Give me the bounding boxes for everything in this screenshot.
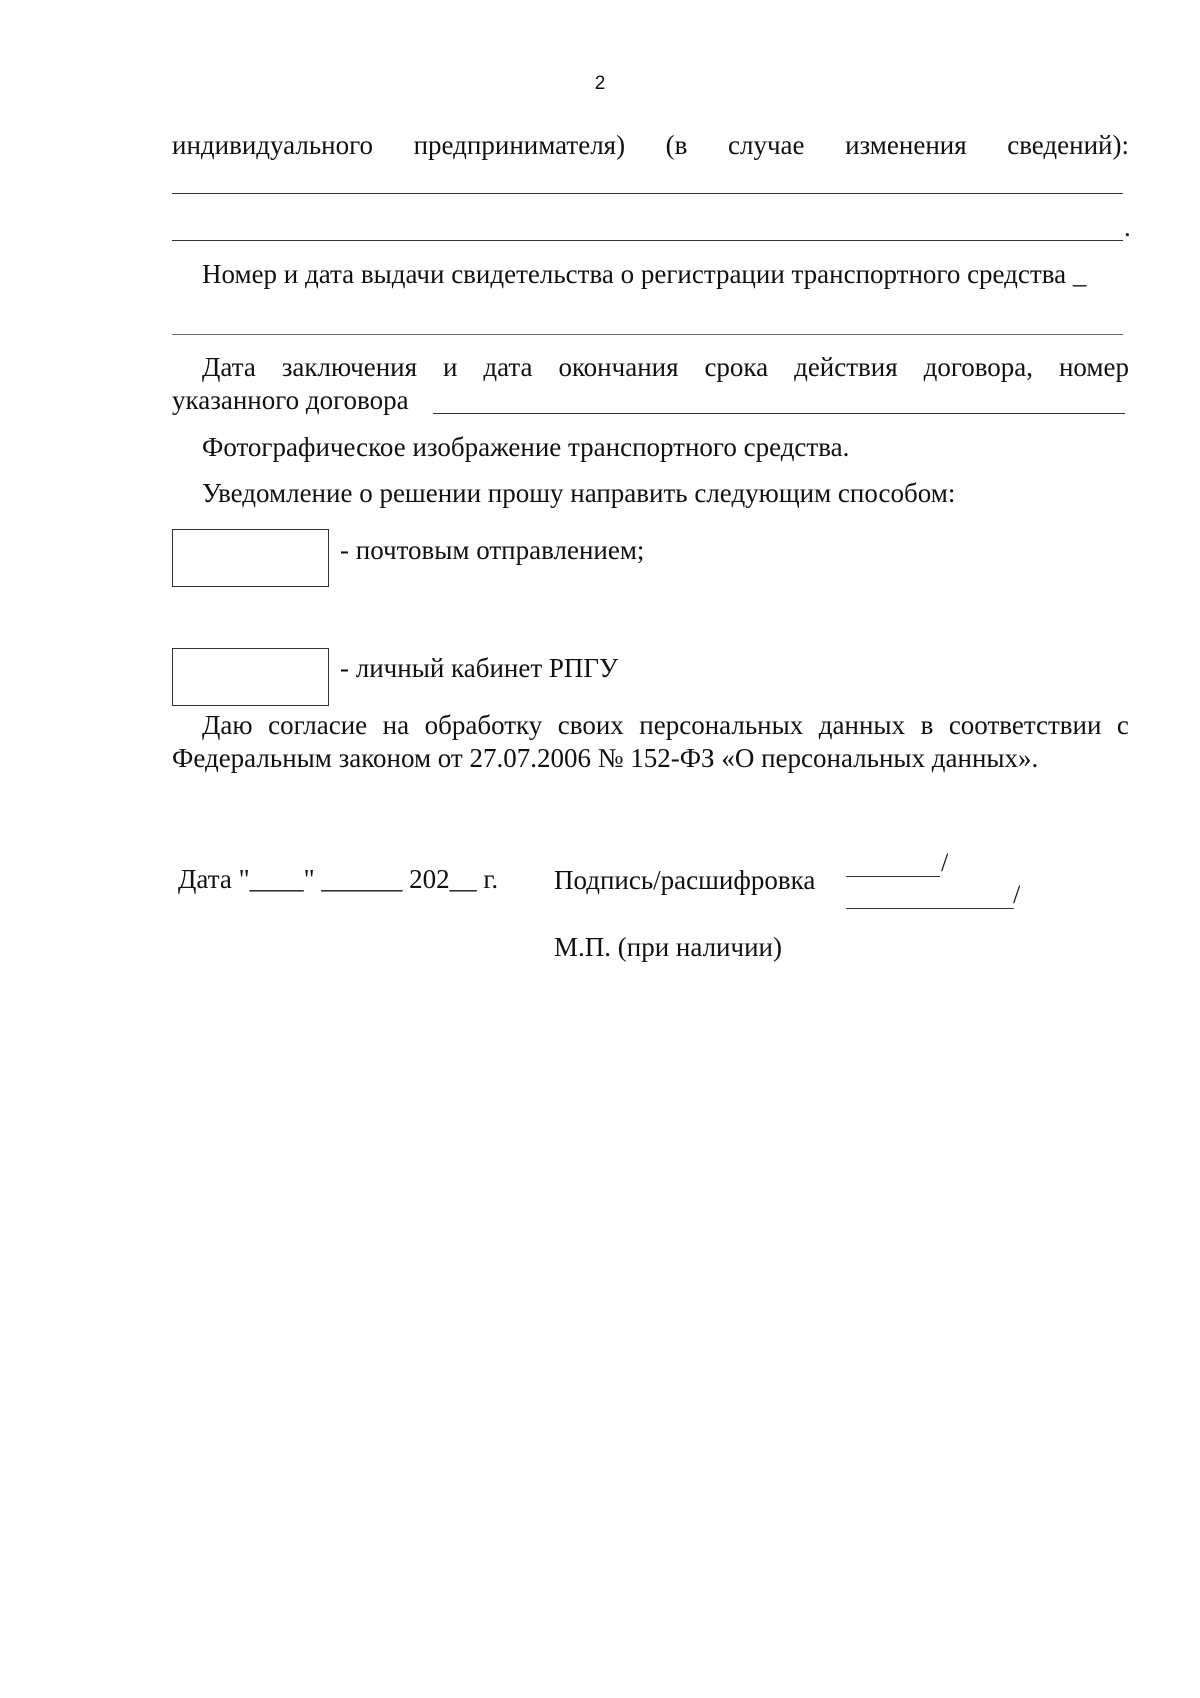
- mail-checkbox[interactable]: [172, 529, 329, 587]
- certificate-field-line[interactable]: [172, 334, 1123, 335]
- contract-word: номер: [1058, 352, 1129, 382]
- decryption-slash: /: [1013, 880, 1021, 909]
- changed-info-line-1[interactable]: [172, 193, 1123, 194]
- continuation-word: изменения: [845, 130, 967, 160]
- changed-info-period: .: [1124, 212, 1131, 242]
- consent-word: на: [382, 710, 410, 740]
- signature-line[interactable]: [846, 876, 940, 877]
- contract-number-field[interactable]: [433, 413, 1125, 414]
- certificate-label: Номер и дата выдачи свидетельства о регистрации транспортного средства _: [202, 259, 1087, 289]
- cabinet-option-label: - личный кабинет РПГУ: [340, 653, 619, 683]
- contract-line-1: [202, 350, 1129, 384]
- contract-word: и: [442, 352, 458, 382]
- consent-word: соответствии: [948, 710, 1102, 740]
- contract-word: дата: [483, 352, 533, 382]
- contract-word: окончания: [558, 352, 679, 382]
- consent-word: данных: [818, 710, 906, 740]
- continuation-word: (в: [665, 130, 688, 160]
- contract-word: действия: [794, 352, 898, 382]
- continuation-word: предпринимателя): [413, 130, 626, 160]
- consent-word: в: [920, 710, 934, 740]
- continuation-word: сведений):: [1007, 130, 1129, 160]
- continuation-word: индивидуального: [172, 130, 374, 160]
- contract-word: Дата: [202, 352, 256, 382]
- consent-word: своих: [557, 710, 624, 740]
- consent-line-1: [202, 708, 1129, 742]
- page-number: 2: [594, 73, 606, 94]
- notification-text: Уведомление о решении прошу направить следующим способом:: [202, 478, 956, 508]
- photo-text: Фотографическое изображение транспортного средства.: [202, 432, 850, 462]
- signature-slash: /: [941, 848, 949, 877]
- date-field[interactable]: Дата "____" ______ 202__ г.: [178, 864, 499, 894]
- consent-word: персональных: [639, 710, 804, 740]
- consent-word: согласие: [268, 710, 368, 740]
- changed-info-line-2[interactable]: [172, 240, 1123, 241]
- continuation-word: случае: [727, 130, 805, 160]
- continuation-line: [172, 128, 1129, 162]
- mail-option-label: - почтовым отправлением;: [340, 535, 645, 565]
- signature-label: Подпись/расшифровка: [554, 865, 816, 895]
- stamp-text: М.П. (при наличии): [554, 932, 782, 962]
- contract-number-label: указанного договора: [172, 385, 409, 415]
- contract-word: договора,: [923, 352, 1034, 382]
- consent-word: Даю: [202, 710, 253, 740]
- consent-word: обработку: [424, 710, 543, 740]
- contract-word: заключения: [281, 352, 418, 382]
- consent-word: с: [1116, 710, 1129, 740]
- cabinet-checkbox[interactable]: [172, 648, 329, 706]
- contract-word: срока: [704, 352, 769, 382]
- decryption-line[interactable]: [846, 908, 1014, 909]
- consent-line-2: Федеральным законом от 27.07.2006 № 152-ФЗ «О персональных данных».: [172, 743, 1039, 773]
